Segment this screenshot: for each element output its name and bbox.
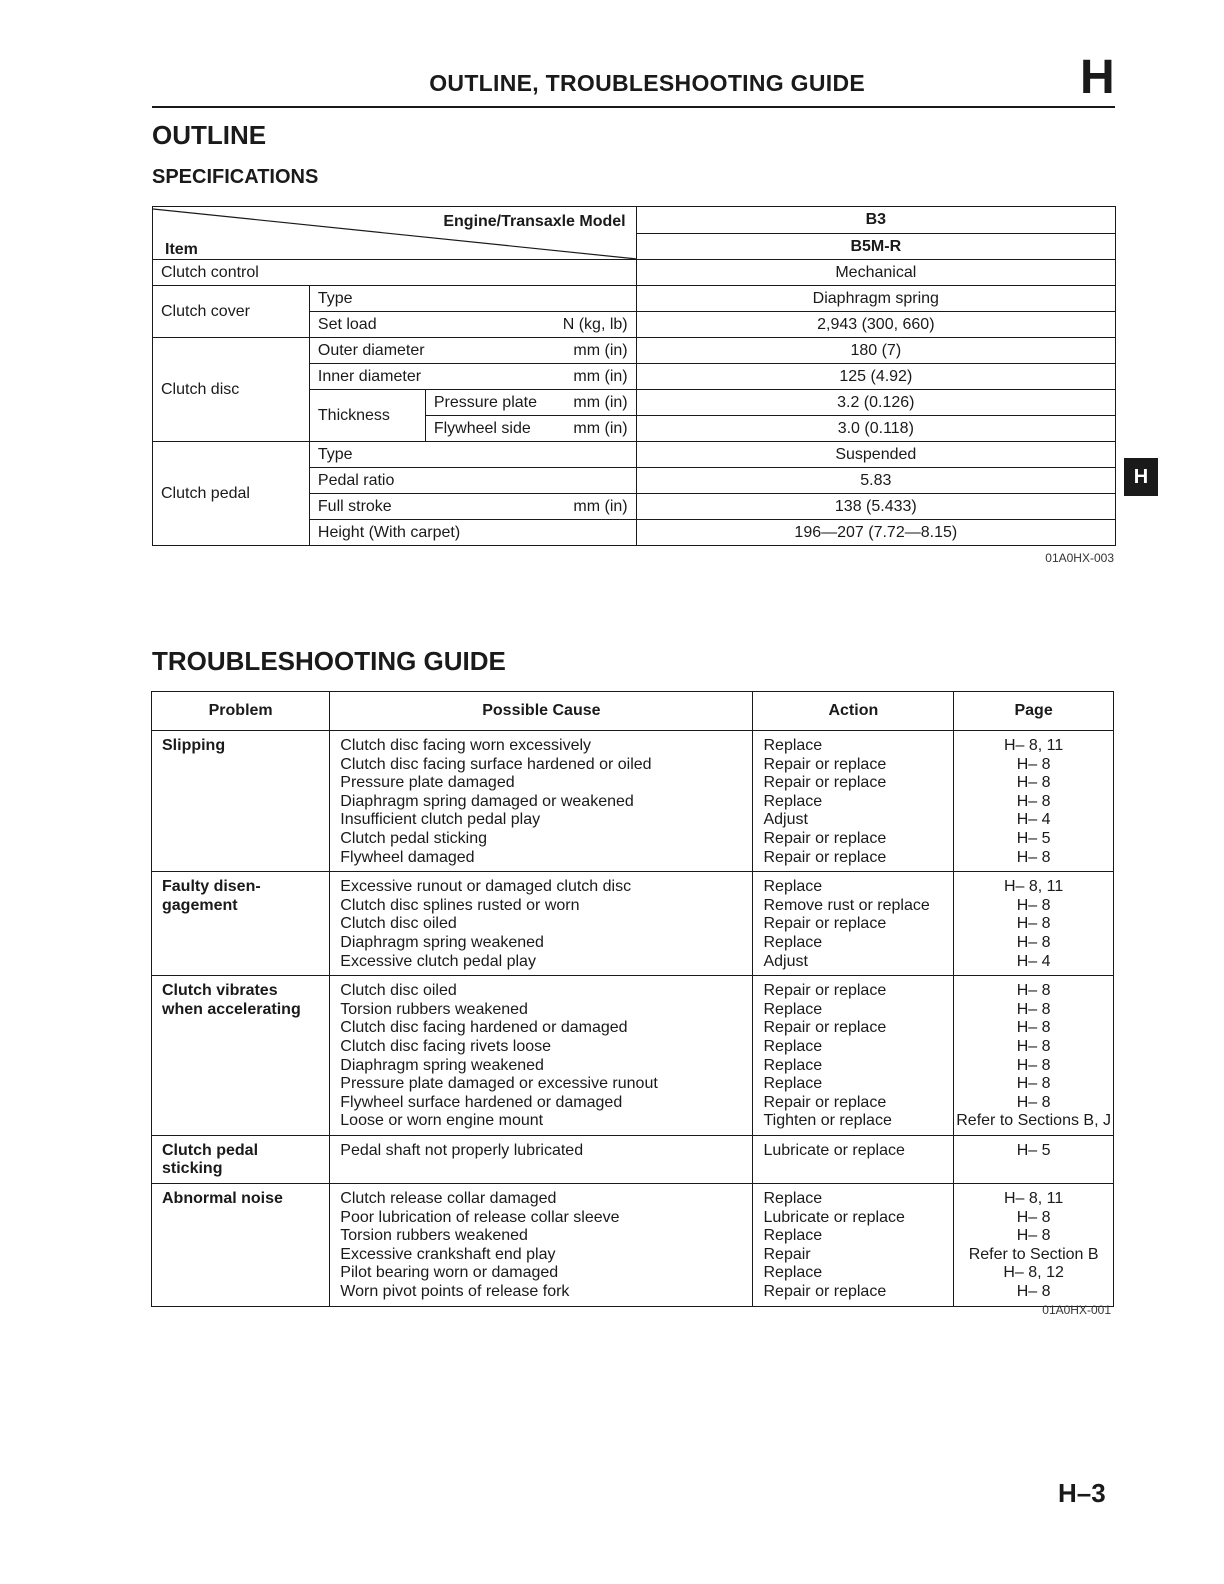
possible-cause-line: Clutch disc facing rivets loose (340, 1037, 552, 1055)
possible-cause-line: Pilot bearing worn or damaged (340, 1264, 559, 1282)
possible-cause-line: Clutch release collar damaged (340, 1190, 557, 1208)
clutch-control-value: Mechanical (636, 260, 1115, 286)
problem-line: gagement (162, 896, 238, 914)
possible-cause-line: Excessive runout or damaged clutch disc (340, 878, 632, 896)
full-stroke-unit: mm (in) (573, 498, 628, 515)
pedal-height-value: 196—207 (7.72—8.15) (636, 520, 1115, 546)
action-line: Adjust (763, 952, 808, 970)
possible-cause-line: Pressure plate damaged (340, 774, 515, 792)
possible-cause-line: Excessive clutch pedal play (340, 952, 536, 970)
pedal-type-value: Suspended (636, 442, 1115, 468)
possible-cause-line: Pressure plate damaged or excessive runout (340, 1075, 658, 1093)
spec-figure-code: 01A0HX-003 (1045, 551, 1114, 565)
action-cell (753, 1184, 954, 1307)
engine-model: B3 (636, 207, 1115, 234)
full-stroke-label: Full stroke (317, 498, 392, 515)
possible-cause-line: Flywheel damaged (340, 848, 475, 866)
flywheel-side-cell (425, 416, 636, 442)
possible-cause-line: Clutch disc splines rusted or worn (340, 896, 580, 914)
action-line: Repair (763, 1245, 811, 1263)
action-line: Replace (763, 933, 823, 951)
page-line: Refer to Section B (968, 1245, 1099, 1263)
action-line: Repair or replace (763, 982, 887, 1000)
action-line: Adjust (763, 811, 808, 829)
outer-diameter-cell (309, 338, 636, 364)
page-line: H– 8 (1016, 1227, 1051, 1245)
page-line: H– 8 (1016, 1000, 1051, 1018)
possible-cause-line: Insufficient clutch pedal play (340, 811, 541, 829)
action-line: Repair or replace (763, 1283, 887, 1301)
possible-cause-cell (330, 976, 753, 1136)
section-tab-marker: H (1124, 458, 1158, 496)
set-load-unit: N (kg, lb) (562, 316, 628, 333)
page-cell (954, 1184, 1114, 1307)
column-header-problem: Problem (152, 692, 330, 731)
specifications-heading: SPECIFICATIONS (152, 166, 319, 188)
inner-diameter-label: Inner diameter (317, 368, 422, 385)
page-cell (954, 1135, 1114, 1183)
outer-diameter-unit: mm (in) (573, 342, 628, 359)
page-line: H– 5 (1016, 829, 1051, 847)
page-line: H– 8, 11 (1003, 737, 1064, 754)
problem-line: Clutch vibrates (162, 982, 278, 1000)
action-cell (753, 731, 954, 872)
possible-cause-cell (330, 1184, 753, 1307)
specifications-table (152, 206, 1116, 546)
possible-cause-line: Worn pivot points of release fork (340, 1283, 570, 1301)
page-line: H– 8 (1016, 915, 1051, 933)
spec-table-corner (153, 207, 637, 260)
column-header-action: Action (753, 692, 954, 731)
full-stroke-value: 138 (5.433) (636, 494, 1115, 520)
action-line: Replace (763, 1075, 823, 1093)
troubleshooting-figure-code: 01A0HX-001 (1042, 1303, 1111, 1317)
page-line: H– 8 (1016, 982, 1051, 1000)
possible-cause-line: Excessive crankshaft end play (340, 1245, 556, 1263)
page-cell (954, 872, 1114, 976)
possible-cause-line: Poor lubrication of release collar sleeve (340, 1208, 620, 1226)
page-line: H– 8 (1016, 896, 1051, 914)
flywheel-side-value: 3.0 (0.118) (636, 416, 1115, 442)
clutch-disc-label: Clutch disc (153, 338, 310, 442)
page-line: H– 8 (1016, 1019, 1051, 1037)
pedal-height-label: Height (With carpet) (309, 520, 636, 546)
pressure-plate-cell (425, 390, 636, 416)
problem-cell (152, 976, 330, 1136)
clutch-cover-type-label: Type (309, 286, 636, 312)
action-cell (753, 872, 954, 976)
page-line: H– 8 (1016, 848, 1051, 866)
action-line: Repair or replace (763, 848, 887, 866)
action-line: Remove rust or replace (763, 896, 930, 914)
page-line: H– 8 (1016, 1093, 1051, 1111)
page-line: H– 8, 12 (1003, 1264, 1064, 1282)
pressure-plate-label: Pressure plate (433, 394, 537, 411)
page-cell (954, 976, 1114, 1136)
flywheel-side-label: Flywheel side (433, 420, 531, 437)
page-line: H– 8 (1016, 1037, 1051, 1055)
table-row (152, 1135, 1114, 1183)
possible-cause-line: Torsion rubbers weakened (340, 1000, 528, 1018)
clutch-control-label: Clutch control (153, 260, 637, 286)
column-header-possible-cause: Possible Cause (330, 692, 753, 731)
problem-line: Abnormal noise (162, 1190, 283, 1208)
possible-cause-line: Loose or worn engine mount (340, 1112, 544, 1130)
page-line: H– 8 (1016, 1075, 1051, 1093)
action-line: Repair or replace (763, 755, 887, 773)
table-row (152, 976, 1114, 1136)
action-line: Lubricate or replace (763, 1208, 905, 1226)
action-line: Repair or replace (763, 915, 887, 933)
problem-line: Faulty disen- (162, 878, 261, 896)
action-line: Replace (763, 737, 823, 754)
action-line: Replace (763, 1037, 823, 1055)
action-line: Lubricate or replace (763, 1141, 905, 1159)
action-line: Repair or replace (763, 774, 887, 792)
page-line: H– 4 (1016, 952, 1051, 970)
action-line: Repair or replace (763, 1093, 887, 1111)
page-line: H– 8, 11 (1003, 1190, 1064, 1208)
table-row (152, 1184, 1114, 1307)
possible-cause-line: Clutch disc oiled (340, 915, 457, 933)
outer-diameter-value: 180 (7) (636, 338, 1115, 364)
clutch-cover-type-value: Diaphragm spring (636, 286, 1115, 312)
inner-diameter-value: 125 (4.92) (636, 364, 1115, 390)
pressure-plate-unit: mm (in) (573, 394, 628, 411)
action-cell (753, 976, 954, 1136)
inner-diameter-unit: mm (in) (573, 368, 628, 385)
pressure-plate-value: 3.2 (0.126) (636, 390, 1115, 416)
item-label: Item (165, 241, 198, 258)
problem-line: Clutch pedal (162, 1141, 259, 1159)
possible-cause-line: Diaphragm spring damaged or weakened (340, 792, 634, 810)
page-line: H– 8 (1016, 755, 1051, 773)
action-line: Replace (763, 1000, 823, 1018)
section-letter: H (1080, 51, 1115, 104)
full-stroke-cell (309, 494, 636, 520)
problem-cell (152, 872, 330, 976)
transaxle-model: B5M-R (636, 233, 1115, 260)
action-line: Replace (763, 1264, 823, 1282)
possible-cause-line: Clutch disc facing hardened or damaged (340, 1019, 628, 1037)
table-row (152, 872, 1114, 976)
possible-cause-line: Clutch disc oiled (340, 982, 457, 1000)
possible-cause-line: Flywheel surface hardened or damaged (340, 1093, 623, 1111)
action-line: Replace (763, 1227, 823, 1245)
action-cell (753, 1135, 954, 1183)
possible-cause-line: Clutch disc facing worn excessively (340, 737, 592, 754)
possible-cause-line: Clutch disc facing surface hardened or oiled (340, 755, 652, 773)
possible-cause-cell (330, 731, 753, 872)
action-line: Repair or replace (763, 829, 887, 847)
clutch-cover-label: Clutch cover (153, 286, 310, 338)
action-line: Replace (763, 878, 823, 896)
pedal-type-label: Type (309, 442, 636, 468)
page-line: H– 8 (1016, 1208, 1051, 1226)
page-line: H– 8 (1016, 1056, 1051, 1074)
possible-cause-cell (330, 1135, 753, 1183)
problem-line: when accelerating (162, 1000, 301, 1018)
possible-cause-cell (330, 872, 753, 976)
troubleshooting-heading: TROUBLESHOOTING GUIDE (152, 646, 506, 676)
set-load-label: Set load (317, 316, 377, 333)
problem-line: Slipping (162, 737, 226, 754)
problem-cell (152, 731, 330, 872)
possible-cause-line: Diaphragm spring weakened (340, 933, 544, 951)
page-line: H– 8 (1016, 792, 1051, 810)
thickness-label: Thickness (309, 390, 425, 442)
set-load-value: 2,943 (300, 660) (636, 312, 1115, 338)
possible-cause-line: Pedal shaft not properly lubricated (340, 1141, 584, 1159)
troubleshooting-rows (152, 731, 1114, 1307)
clutch-pedal-label: Clutch pedal (153, 442, 310, 546)
action-line: Replace (763, 1190, 823, 1208)
page-line: H– 8 (1016, 774, 1051, 792)
page-number: H–3 (1058, 1478, 1106, 1508)
problem-cell (152, 1135, 330, 1183)
page-cell (954, 731, 1114, 872)
column-header-page: Page (954, 692, 1114, 731)
outer-diameter-label: Outer diameter (317, 342, 425, 359)
set-load-cell (309, 312, 636, 338)
inner-diameter-cell (309, 364, 636, 390)
action-line: Replace (763, 1056, 823, 1074)
possible-cause-line: Clutch pedal sticking (340, 829, 488, 847)
problem-line: sticking (162, 1160, 223, 1178)
troubleshooting-table (151, 691, 1114, 1307)
page-line: H– 4 (1016, 811, 1051, 829)
page-line: H– 5 (1016, 1141, 1051, 1159)
pedal-ratio-value: 5.83 (636, 468, 1115, 494)
outline-heading: OUTLINE (152, 120, 267, 150)
page-line: Refer to Sections B, J (956, 1112, 1111, 1130)
engine-transaxle-model-label: Engine/Transaxle Model (443, 213, 626, 230)
page-line: H– 8 (1016, 1283, 1051, 1301)
table-row (152, 731, 1114, 872)
action-line: Repair or replace (763, 1019, 887, 1037)
flywheel-side-unit: mm (in) (573, 420, 628, 437)
pedal-ratio-label: Pedal ratio (309, 468, 636, 494)
possible-cause-line: Diaphragm spring weakened (340, 1056, 544, 1074)
possible-cause-line: Torsion rubbers weakened (340, 1227, 528, 1245)
page-line: H– 8 (1016, 933, 1051, 951)
action-line: Tighten or replace (763, 1112, 892, 1130)
header-rule (152, 106, 1115, 108)
page-header-title: OUTLINE, TROUBLESHOOTING GUIDE (429, 70, 865, 96)
problem-cell (152, 1184, 330, 1307)
page-line: H– 8, 11 (1003, 878, 1064, 896)
action-line: Replace (763, 792, 823, 810)
